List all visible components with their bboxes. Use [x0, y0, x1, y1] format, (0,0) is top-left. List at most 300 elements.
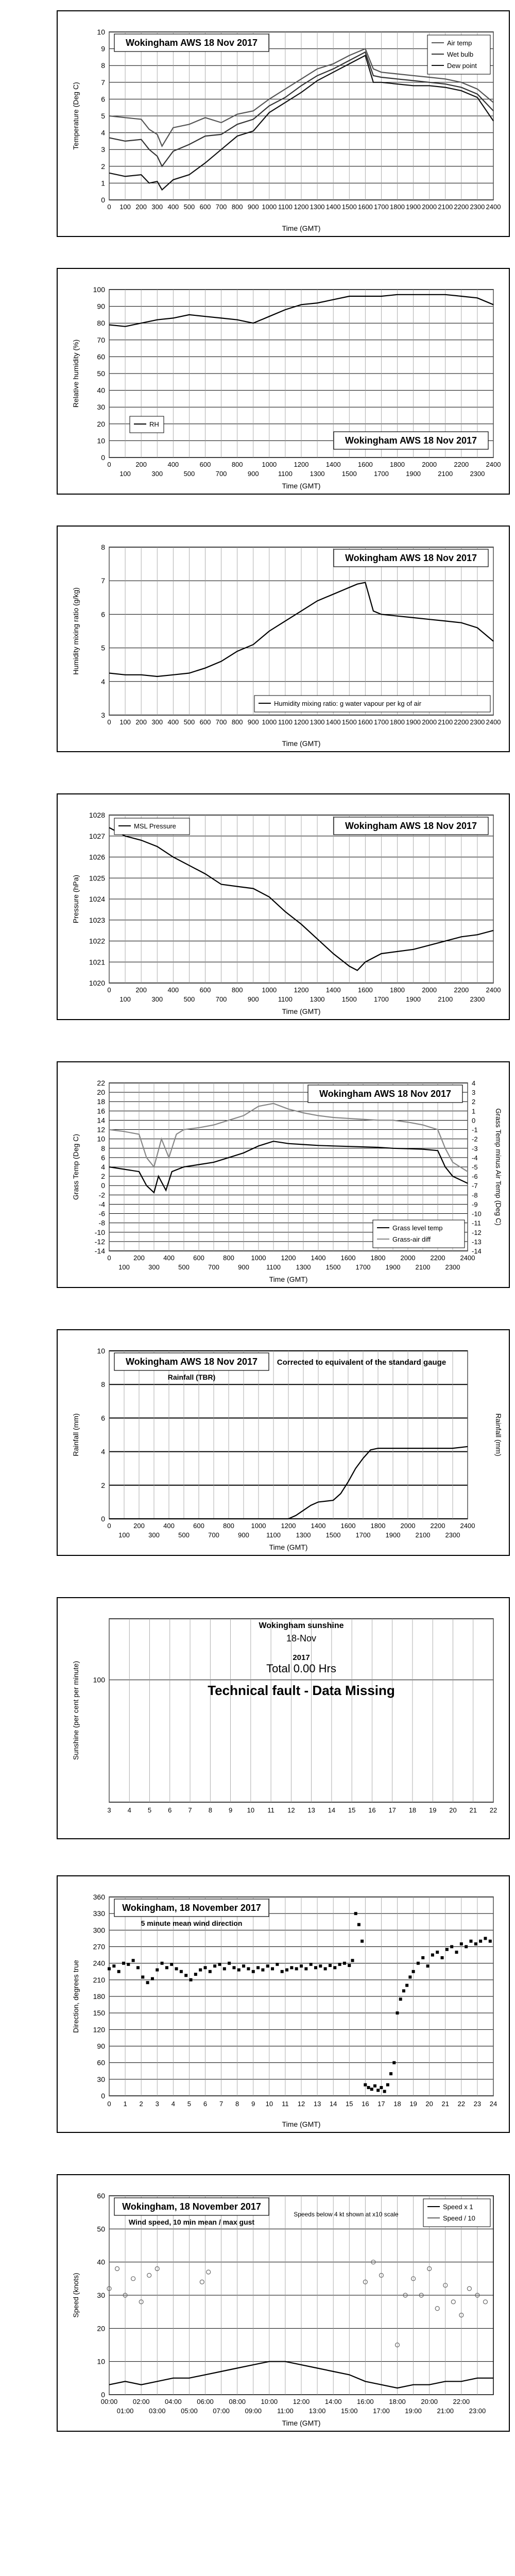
- x-tick-label: 2100: [415, 1531, 431, 1539]
- x-tick-label: 1800: [370, 1254, 386, 1262]
- x-tick-label: 14: [328, 1806, 336, 1814]
- x-tick-label: 100: [119, 718, 131, 726]
- y-axis-label: Relative humidity (%): [72, 339, 80, 408]
- x-tick-label: 1900: [406, 718, 421, 726]
- x-tick-label: 21:00: [437, 2407, 454, 2415]
- x-tick-label: 02:00: [132, 2398, 150, 2405]
- x-tick-label: 700: [208, 1263, 219, 1271]
- scatter-point: [213, 1964, 216, 1968]
- scatter-point: [276, 1963, 279, 1966]
- x-tick-label: 2000: [422, 461, 437, 468]
- scatter-point: [489, 1940, 492, 1943]
- x-axis-label: Time (GMT): [282, 2120, 321, 2128]
- x-tick-label: 1900: [406, 470, 421, 478]
- x-tick-label: 500: [183, 470, 195, 478]
- x-tick-label: 12:00: [293, 2398, 310, 2405]
- x-tick-label: 800: [231, 718, 243, 726]
- scatter-point: [450, 1945, 453, 1948]
- scatter-point: [417, 1962, 420, 1965]
- x-tick-label: 1000: [262, 718, 277, 726]
- scatter-point: [156, 1969, 159, 1972]
- y-tick-label: 100: [93, 285, 105, 294]
- x-tick-label: 2300: [470, 718, 485, 726]
- y-tick-label: 180: [93, 1992, 105, 2001]
- y-tick-label: 30: [97, 2075, 105, 2083]
- y-tick-label: 360: [93, 1893, 105, 1901]
- x-tick-label: 400: [167, 718, 179, 726]
- x-tick-label: 600: [193, 1254, 204, 1262]
- x-tick-label: 1200: [281, 1522, 296, 1530]
- x-tick-label: 2200: [454, 461, 469, 468]
- x-tick-label: 2300: [470, 470, 485, 478]
- y-tick-label: 1020: [89, 979, 105, 987]
- x-tick-label: 700: [215, 470, 227, 478]
- x-tick-label: 2000: [400, 1522, 416, 1530]
- y-tick-label: 8: [101, 1144, 105, 1153]
- scatter-point: [412, 1970, 415, 1973]
- x-tick-label: 1700: [373, 203, 389, 211]
- scatter-point: [421, 1956, 424, 1959]
- y-tick-label: 1: [101, 179, 105, 188]
- x-tick-label: 1600: [357, 718, 373, 726]
- scatter-point: [237, 1969, 241, 1972]
- y-tick-label: 0: [101, 2092, 105, 2100]
- x-tick-label: 20: [425, 2100, 433, 2108]
- x-tick-label: 2000: [422, 718, 437, 726]
- x-tick-label: 05:00: [181, 2407, 198, 2415]
- x-tick-label: 15:00: [340, 2407, 358, 2415]
- scatter-point: [386, 2083, 389, 2087]
- x-tick-label: 300: [151, 203, 163, 211]
- legend-label: Grass level temp: [392, 1224, 443, 1232]
- x-tick-label: 1700: [373, 470, 389, 478]
- x-tick-label: 18:00: [389, 2398, 406, 2405]
- chart-title: Wokingham, 18 November 2017: [122, 1903, 261, 1913]
- x-tick-label: 19: [409, 2100, 417, 2108]
- x-tick-label: 1100: [278, 995, 293, 1003]
- x-tick-label: 500: [183, 995, 195, 1003]
- scatter-point: [373, 2084, 376, 2088]
- y-tick-label: 50: [97, 369, 105, 378]
- x-tick-label: 2200: [430, 1522, 445, 1530]
- y-tick-label: 300: [93, 1926, 105, 1935]
- y-tick-label: 6: [101, 1153, 105, 1162]
- y-tick-label-right: -6: [472, 1173, 478, 1181]
- y-tick-label-right: 4: [472, 1079, 476, 1087]
- y-tick-label: 70: [97, 335, 105, 344]
- scatter-point: [175, 1967, 178, 1970]
- x-tick-label: 15: [348, 1806, 356, 1814]
- x-tick-label: 900: [238, 1263, 249, 1271]
- x-tick-label: 16:00: [357, 2398, 374, 2405]
- y-tick-label: 210: [93, 1975, 105, 1984]
- x-tick-label: 1800: [390, 461, 405, 468]
- y-tick-label-right: -8: [472, 1191, 478, 1199]
- x-tick-label: 1000: [262, 203, 277, 211]
- y-tick-label: 22: [97, 1079, 105, 1087]
- chart-note: Corrected to equivalent of the standard gauge: [277, 1358, 447, 1367]
- y-tick-label: 150: [93, 2009, 105, 2018]
- x-tick-label: 600: [199, 718, 211, 726]
- scatter-point: [445, 1948, 449, 1951]
- x-tick-label: 200: [133, 1254, 145, 1262]
- chart-subtitle: Rainfall (TBR): [167, 1373, 216, 1381]
- x-tick-label: 2200: [454, 986, 469, 994]
- x-tick-label: 700: [208, 1531, 219, 1539]
- y-tick-label: 20: [97, 1088, 105, 1097]
- y-tick-label: 7: [101, 78, 105, 87]
- chart-relative-humidity-svg: [58, 269, 509, 494]
- y-tick-label: 9: [101, 44, 105, 53]
- x-tick-label: 600: [193, 1522, 204, 1530]
- scatter-point: [232, 1966, 235, 1969]
- scatter-point: [228, 1962, 231, 1965]
- x-tick-label: 22:00: [453, 2398, 470, 2405]
- scatter-point: [399, 1997, 402, 2001]
- chart-title: Wokingham AWS 18 Nov 2017: [125, 38, 258, 48]
- scatter-point: [484, 1937, 487, 1940]
- y-tick-label: 240: [93, 1959, 105, 1968]
- scatter-point: [436, 1951, 439, 1954]
- y-tick-label: 2: [101, 1481, 105, 1489]
- x-tick-label: 11: [267, 1806, 274, 1814]
- x-tick-label: 300: [148, 1263, 160, 1271]
- x-tick-label: 1800: [390, 718, 405, 726]
- scatter-point: [396, 2011, 399, 2014]
- x-tick-label: 2300: [445, 1263, 460, 1271]
- x-tick-label: 300: [151, 470, 163, 478]
- y-tick-label: 16: [97, 1107, 105, 1115]
- y-tick-label: 4: [101, 677, 105, 686]
- x-tick-label: 0: [107, 986, 111, 994]
- y-axis-label-right: Grass Temp minus Air Temp (Deg C): [494, 1108, 503, 1226]
- scatter-point: [242, 1964, 245, 1968]
- y-tick-label: 120: [93, 2025, 105, 2034]
- x-tick-label: 6: [203, 2100, 208, 2108]
- x-tick-label: 0: [107, 461, 111, 468]
- scatter-point: [252, 1970, 255, 1973]
- x-tick-label: 1000: [262, 461, 277, 468]
- legend-label: Air temp: [447, 39, 472, 47]
- x-tick-label: 1400: [325, 461, 341, 468]
- y-tick-label: 4: [101, 1447, 105, 1456]
- scatter-point: [441, 1956, 444, 1959]
- y-tick-label: -12: [94, 1237, 105, 1246]
- x-tick-label: 2400: [486, 461, 501, 468]
- x-tick-label: 700: [215, 995, 227, 1003]
- x-tick-label: 2200: [430, 1254, 445, 1262]
- x-tick-label: 500: [178, 1531, 190, 1539]
- x-tick-label: 2400: [460, 1254, 475, 1262]
- x-tick-label: 900: [247, 718, 259, 726]
- x-tick-label: 1000: [251, 1522, 266, 1530]
- scatter-point: [426, 1964, 430, 1968]
- x-tick-label: 16: [368, 1806, 376, 1814]
- x-tick-label: 800: [223, 1522, 234, 1530]
- scatter-point: [405, 1984, 408, 1987]
- y-tick-label: 80: [97, 319, 105, 328]
- x-axis-label: Time (GMT): [282, 1007, 321, 1015]
- x-tick-label: 1600: [357, 986, 373, 994]
- x-tick-label: 8: [235, 2100, 239, 2108]
- x-tick-label: 11:00: [277, 2407, 294, 2415]
- scatter-point: [108, 1967, 111, 1970]
- y-tick-label-right: 3: [472, 1089, 476, 1097]
- y-axis-label: Temperature (Deg C): [72, 82, 80, 150]
- y-tick-label: -6: [98, 1209, 105, 1218]
- x-tick-label: 500: [183, 718, 195, 726]
- scatter-point: [431, 1954, 434, 1957]
- scatter-point: [383, 2090, 386, 2093]
- scatter-point: [223, 1967, 226, 1970]
- y-tick-label: 1022: [89, 937, 105, 945]
- chart-wind-speed-svg: [58, 2175, 509, 2431]
- x-tick-label: 2000: [422, 986, 437, 994]
- scatter-point: [256, 1966, 260, 1969]
- x-tick-label: 2100: [415, 1263, 431, 1271]
- y-axis-label: Pressure (hPa): [72, 874, 80, 924]
- x-tick-label: 17: [377, 2100, 385, 2108]
- scatter-point: [194, 1973, 197, 1976]
- x-tick-label: 0: [107, 1522, 111, 1530]
- chart-pressure: [57, 793, 510, 1020]
- x-tick-label: 1200: [294, 461, 309, 468]
- y-tick-label-right: -7: [472, 1182, 478, 1190]
- chart-title: Wokingham AWS 18 Nov 2017: [319, 1089, 452, 1099]
- y-tick-label: 5: [101, 112, 105, 120]
- x-tick-label: 9: [251, 2100, 255, 2108]
- scatter-point: [402, 1989, 405, 1992]
- x-tick-label: 1200: [281, 1254, 296, 1262]
- x-tick-label: 1600: [340, 1522, 356, 1530]
- x-tick-label: 24: [489, 2100, 497, 2108]
- x-tick-label: 1900: [385, 1531, 401, 1539]
- legend-label: Humidity mixing ratio: g water vapour per kg of air: [274, 700, 422, 707]
- scatter-point: [333, 1966, 336, 1969]
- x-tick-label: 4: [171, 2100, 175, 2108]
- scatter-point: [136, 1966, 140, 1969]
- x-axis-label: Time (GMT): [282, 739, 321, 748]
- y-tick-label: 1023: [89, 916, 105, 924]
- x-tick-label: 1800: [390, 986, 405, 994]
- sunshine-total: Total 0.00 Hrs: [266, 1662, 336, 1675]
- x-tick-label: 0: [107, 203, 111, 211]
- scatter-point: [295, 1967, 298, 1970]
- scatter-point: [319, 1964, 322, 1968]
- y-tick-label: 60: [97, 2192, 105, 2200]
- scatter-point: [151, 1977, 154, 1980]
- scatter-point: [338, 1963, 341, 1966]
- x-tick-label: 1100: [266, 1531, 281, 1539]
- x-tick-label: 08:00: [229, 2398, 246, 2405]
- x-tick-label: 1700: [373, 718, 389, 726]
- x-tick-label: 13: [307, 1806, 315, 1814]
- scatter-point: [367, 2086, 370, 2089]
- scatter-point: [117, 1970, 121, 1973]
- x-tick-label: 1000: [262, 986, 277, 994]
- x-tick-label: 100: [118, 1263, 130, 1271]
- x-tick-label: 1400: [325, 203, 341, 211]
- scatter-point: [112, 1964, 115, 1968]
- x-tick-label: 1800: [370, 1522, 386, 1530]
- scatter-point: [380, 2086, 383, 2089]
- scatter-point: [190, 1978, 193, 1981]
- x-tick-label: 0: [107, 718, 111, 726]
- chart-sunshine: [57, 1597, 510, 1839]
- y-tick-label: 6: [101, 95, 105, 104]
- scatter-point: [329, 1964, 332, 1967]
- x-tick-label: 06:00: [197, 2398, 214, 2405]
- y-axis-label: Grass Temp (Deg C): [72, 1133, 80, 1200]
- y-tick-label: 2: [101, 1172, 105, 1181]
- x-tick-label: 2400: [486, 203, 501, 211]
- y-tick-label-right: -10: [472, 1210, 482, 1218]
- y-tick-label: 10: [97, 28, 105, 36]
- x-tick-label: 2000: [422, 203, 437, 211]
- scatter-point: [389, 2072, 392, 2075]
- x-tick-label: 1400: [325, 986, 341, 994]
- y-tick-label: 1024: [89, 895, 105, 903]
- x-tick-label: 800: [231, 461, 243, 468]
- x-tick-label: 17: [388, 1806, 396, 1814]
- chart-wind-speed: [57, 2174, 510, 2432]
- y-tick-label: 7: [101, 577, 105, 585]
- scatter-point: [408, 1975, 411, 1978]
- x-tick-label: 12: [297, 2100, 305, 2108]
- scatter-point: [351, 1959, 354, 1962]
- chart-temperature-svg: [58, 11, 509, 236]
- x-tick-label: 1100: [278, 718, 293, 726]
- y-tick-label-right: -14: [472, 1247, 482, 1255]
- x-tick-label: 100: [119, 470, 131, 478]
- x-tick-label: 10: [265, 2100, 273, 2108]
- y-tick-label: 1021: [89, 958, 105, 967]
- legend-label: Grass-air diff: [392, 1235, 431, 1243]
- x-tick-label: 0: [107, 2100, 111, 2108]
- chart-title: Wokingham, 18 November 2017: [122, 2201, 261, 2212]
- scatter-point: [271, 1967, 274, 1970]
- x-tick-label: 3: [107, 1806, 111, 1814]
- chart-title: Wokingham AWS 18 Nov 2017: [345, 821, 477, 831]
- y-tick-label: 0: [101, 453, 105, 462]
- x-tick-label: 5: [147, 1806, 152, 1814]
- x-tick-label: 1500: [325, 1531, 341, 1539]
- y-tick-label: -4: [98, 1200, 105, 1209]
- x-tick-label: 14: [329, 2100, 337, 2108]
- y-tick-label: 1027: [89, 832, 105, 840]
- x-tick-label: 100: [119, 995, 131, 1003]
- y-tick-label: 4: [101, 1163, 105, 1171]
- scatter-point: [364, 2083, 367, 2087]
- y-axis-label: Speed (knots): [72, 2273, 80, 2318]
- x-tick-label: 1200: [294, 986, 309, 994]
- x-tick-label: 1200: [294, 718, 309, 726]
- x-tick-label: 1100: [278, 470, 293, 478]
- x-tick-label: 1600: [357, 203, 373, 211]
- y-tick-label: 6: [101, 610, 105, 619]
- chart-date: 18-Nov: [286, 1633, 317, 1643]
- x-tick-label: 1300: [310, 203, 325, 211]
- y-tick-label: 0: [101, 1181, 105, 1190]
- x-tick-label: 900: [247, 203, 259, 211]
- y-axis-label: Humidity mixing ratio (g/kg): [72, 587, 80, 675]
- chart-grass-temperature-svg: [58, 1062, 509, 1287]
- chart-title: Wokingham AWS 18 Nov 2017: [345, 553, 477, 563]
- x-tick-label: 600: [199, 461, 211, 468]
- scatter-point: [455, 1951, 458, 1954]
- x-tick-label: 04:00: [165, 2398, 182, 2405]
- scatter-point: [146, 1981, 149, 1984]
- scatter-point: [165, 1966, 168, 1969]
- x-tick-label: 1300: [310, 995, 325, 1003]
- scatter-point: [314, 1966, 317, 1969]
- x-tick-label: 17:00: [373, 2407, 390, 2415]
- scatter-point: [281, 1970, 284, 1973]
- y-axis-label-right: Rainfall (mm): [494, 1413, 503, 1456]
- y-tick-label-right: 2: [472, 1098, 476, 1106]
- x-tick-label: 07:00: [213, 2407, 230, 2415]
- x-tick-label: 1400: [325, 718, 341, 726]
- scatter-point: [343, 1962, 346, 1965]
- y-tick-label-right: -11: [472, 1219, 481, 1227]
- chart-title: Wokingham sunshine: [259, 1621, 344, 1630]
- y-tick-label-right: -5: [472, 1163, 478, 1171]
- y-tick-label: 10: [97, 1347, 105, 1355]
- chart-grass-temperature: [57, 1061, 510, 1288]
- x-tick-label: 9: [228, 1806, 233, 1814]
- x-tick-label: 21: [469, 1806, 477, 1814]
- x-tick-label: 300: [151, 718, 163, 726]
- x-tick-label: 400: [163, 1254, 175, 1262]
- x-tick-label: 200: [135, 986, 147, 994]
- y-tick-label: 3: [101, 711, 105, 719]
- chart-title: Wokingham AWS 18 Nov 2017: [125, 1357, 258, 1367]
- y-tick-label: 1026: [89, 853, 105, 861]
- y-tick-label: 10: [97, 1134, 105, 1143]
- y-tick-label-right: 1: [472, 1107, 476, 1115]
- x-tick-label: 1100: [278, 203, 293, 211]
- x-tick-label: 2200: [454, 203, 469, 211]
- scatter-point: [465, 1945, 468, 1948]
- x-tick-label: 10:00: [261, 2398, 278, 2405]
- x-tick-label: 16: [362, 2100, 369, 2108]
- y-tick-label: 8: [101, 543, 105, 551]
- scatter-point: [132, 1959, 135, 1962]
- x-tick-label: 900: [247, 470, 259, 478]
- y-tick-label: -10: [94, 1228, 105, 1236]
- x-tick-label: 0: [107, 1254, 111, 1262]
- scatter-point: [209, 1970, 212, 1973]
- legend-label: MSL Pressure: [134, 822, 176, 830]
- y-tick-label-right: -2: [472, 1135, 478, 1143]
- y-tick-label: 14: [97, 1116, 105, 1125]
- y-tick-label: 1028: [89, 811, 105, 819]
- y-tick-label-right: -13: [472, 1238, 482, 1246]
- x-tick-label: 18: [393, 2100, 401, 2108]
- y-tick-label: 6: [101, 1414, 105, 1422]
- x-tick-label: 2000: [400, 1254, 416, 1262]
- y-tick-label: 0: [101, 2391, 105, 2399]
- x-tick-label: 1300: [296, 1263, 311, 1271]
- y-tick-label: 10: [97, 436, 105, 445]
- scatter-point: [180, 1970, 183, 1973]
- chart-pressure-svg: [58, 794, 509, 1019]
- x-tick-label: 13:00: [308, 2407, 326, 2415]
- x-tick-label: 800: [231, 203, 243, 211]
- y-axis-label: Rainfall (mm): [72, 1413, 80, 1456]
- scatter-point: [127, 1963, 130, 1966]
- chart-mixing-ratio: [57, 526, 510, 752]
